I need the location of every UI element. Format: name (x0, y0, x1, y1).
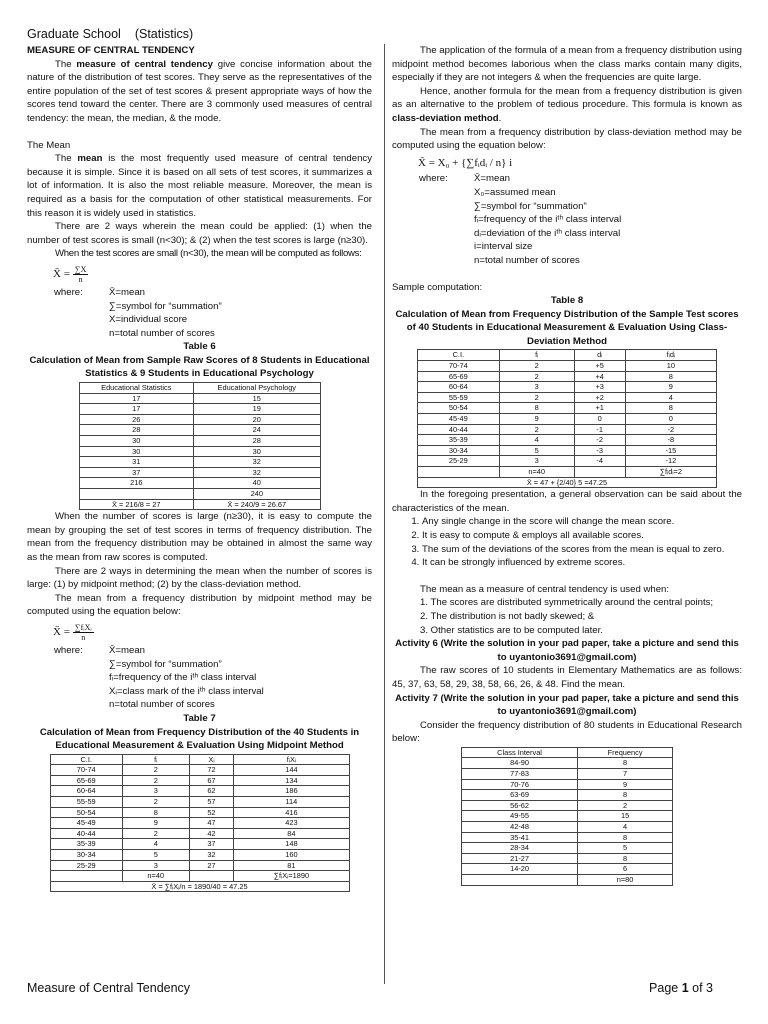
table7: C.I. fᵢ Xᵢ fᵢXᵢ 70-74 2 72 144 65-69 2 67 134 60-64 3 62 186 55-59 2 57 114 50-54 8 52 416 45-49 9 47 423 40-44 2 42 84 35-39 4 37 148 30-34 5 32 160 25-29 3 27 81 n=40 ∑fᵢXᵢ=1890 X̄ = ∑fᵢXᵢ/n = 1890/40 = 47.25 (50, 754, 350, 893)
table-row: 25-29 3 -4 -12 (418, 456, 717, 467)
table-row: 216 40 (79, 478, 320, 489)
mean-heading: The Mean (27, 139, 71, 151)
activity6-paragraph: The raw scores of 10 students in Elementary Mathematics are as follows: 45, 37, 63, 58, 29, 38, 58, 66, 26, & 48. Find the mean. (392, 665, 742, 690)
footer-page-number: Page 1 of 3 (649, 981, 713, 995)
table-total-row: n=40 ∑fᵢXᵢ=1890 (50, 871, 349, 882)
activity7-paragraph: Consider the frequency distribution of 80 students in Educational Research below: (392, 719, 742, 745)
section-heading: MEASURE OF CENTRAL TENDENCY (27, 45, 195, 56)
table8-title: Calculation of Mean from Frequency Distribution of the Sample Test scores of 40 Students in Educational Measurement & Evaluation Using Class-Deviation Method (395, 308, 739, 347)
sample-computation-label: Sample computation: (392, 281, 483, 293)
large-scores-paragraph: When the number of scores is large (n≥30), it is easy to compute the mean by grouping the set of test scores in terms of frequency distribution. The mean from the frequency distribution may be obtained in almost the same way as the mean from raw scores is computed. (27, 511, 372, 563)
table-row: 17 15 (79, 393, 320, 404)
table7-label: Table 7 (183, 712, 216, 724)
midpoint-paragraph: The mean from a frequency distribution by midpoint method may be computed using the equation below: (27, 592, 372, 618)
table8-label: Table 8 (550, 295, 584, 307)
ways2-paragraph: There are 2 ways in determining the mean when the number of scores is large: (1) by midpoint method; (2) by the class-deviation method. (27, 565, 372, 591)
table-row: 40-44 2 42 84 (50, 828, 349, 839)
table-row: 60-64 3 +3 9 (418, 382, 717, 393)
list-item: 3. The sum of the deviations of the scores from the mean is equal to zero. (422, 543, 742, 557)
table-row: 35-41 8 (462, 832, 673, 843)
table-row: 35-39 4 -2 -8 (418, 435, 717, 446)
table-row: 50-54 8 +1 8 (418, 403, 717, 414)
class-deviation-paragraph: The mean from a frequency distribution by class-deviation method may be computed using the equation below: (392, 126, 742, 152)
right-column (392, 44, 742, 886)
table-row: 30 30 (79, 446, 320, 457)
table6: Educational Statistics Educational Psychology 17 15 17 19 26 20 28 24 30 28 30 30 31 32 37 32 216 40 240 X̄ = 216/8 = 27 X̄ = 240/9 = 26.67 (79, 382, 321, 510)
list-item: 2. The distribution is not badly skewed; & (420, 610, 595, 622)
table-row: 17 19 (79, 404, 320, 415)
table-row: 28 24 (79, 425, 320, 436)
table-row: 25-29 3 27 81 (50, 860, 349, 871)
column-divider (384, 44, 385, 984)
where-block-3: where: X̄=mean X₀=assumed mean ∑=symbol for “summation” fᵢ=frequency of the iᵗʰ class interval dᵢ=deviation of the iᵗʰ class interval i=interval size n=total number of scores (419, 173, 622, 266)
list-item: 1. Any single change in the score will change the mean score. (422, 515, 742, 529)
table-row: 50-54 8 52 416 (50, 807, 349, 818)
table-row: 77-83 7 (462, 769, 673, 780)
table-row: 70-76 9 (462, 779, 673, 790)
table-row: 60-64 3 62 186 (50, 786, 349, 797)
table6-label: Table 6 (183, 341, 216, 353)
table-row: 240 (79, 489, 320, 500)
table-row: 14-20 6 (462, 864, 673, 875)
list-item: 3. Other statistics are to be computed later. (420, 624, 603, 636)
table-row: 28-34 5 (462, 843, 673, 854)
table-frequency-80: Class Interval Frequency 84-90 8 77-83 7 70-76 9 63-69 8 56-62 2 49-55 15 42-48 4 35-41 8 28-34 5 21-27 8 14-20 6 n=80 (461, 747, 673, 886)
used-when-paragraph: The mean as a measure of central tendency is used when: (420, 583, 670, 595)
table-row: 40-44 2 -1 -2 (418, 424, 717, 435)
table-row: 31 32 (79, 457, 320, 468)
table-row: 30 28 (79, 436, 320, 447)
mean-paragraph: The mean is the most frequently used measure of central tendency because it is simple. Since it is based on all sets of test scores, it summarizes a lot of information. It is also the most reliable measure. Moreover, the mean is required as a basis for the computation of other statistical measurements. For this reason it is widely used in statistics. (27, 153, 372, 219)
table-row: 37 32 (79, 467, 320, 478)
table8-formula-row: X̄ = 47 + {2/40} 5 =47.25 (418, 477, 717, 488)
table-row: 35-39 4 37 148 (50, 839, 349, 850)
mean-characteristics-list (392, 515, 742, 569)
table-row: 45-49 9 0 0 (418, 414, 717, 425)
small-scores-paragraph: When the test scores are small (n<30), the mean will be computed as follows: (55, 248, 362, 260)
table-row: 21-27 8 (462, 853, 673, 864)
page-header (27, 27, 193, 41)
list-item: 4. It can be strongly influenced by extreme scores. (422, 556, 742, 570)
activity7-heading: Activity 7 (Write the solution in your pad paper, take a picture and send this to uyantonio3691@gmail.com) (395, 692, 739, 718)
table-row: 49-55 15 (462, 811, 673, 822)
where-block-2: where: X̄=mean ∑=symbol for “summation” fᵢ=frequency of the iᵗʰ class interval Xᵢ=class mark of the iᵗʰ class interval n=total number of scores (54, 644, 264, 711)
table-row: 42-48 4 (462, 822, 673, 833)
table6-formula-row: X̄ = 216/8 = 27 X̄ = 240/9 = 26.67 (79, 499, 320, 510)
table-row: 70-74 2 72 144 (50, 765, 349, 776)
used-when-list (392, 596, 742, 637)
table8: C.I. fᵢ dᵢ fᵢdᵢ 70-74 2 +5 10 65-69 2 +4 8 60-64 3 +3 9 55-59 2 +2 4 50-54 8 +1 8 45-49 9 0 0 40-44 2 -1 -2 35-39 4 -2 -8 30-34 5 -3 -15 25-29 3 -4 -12 n=40 ∑fᵢdᵢ=2 X̄ = 47 + {2/40} 5 =47.25 (417, 349, 717, 488)
header-subject: (Statistics) (134, 27, 194, 41)
hence-paragraph: Hence, another formula for the mean from a frequency distribution is given as an alternative to the problem of tedious procedure. This formula is known as class-deviation method. (392, 85, 742, 124)
application-paragraph: The application of the formula of a mean from a frequency distribution using midpoint method becomes laborious when the class marks contain many digits, especially if they are not integers & when the frequencies are quite large. (392, 45, 742, 84)
activity6-heading: Activity 6 (Write the solution in your pad paper, take a picture and send this to uyantonio3691@gmail.com) (395, 638, 739, 663)
table-row: 65-69 2 67 134 (50, 775, 349, 786)
table7-formula-row: X̄ = ∑fᵢXᵢ/n = 1890/40 = 47.25 (50, 881, 349, 892)
table-row: 26 20 (79, 414, 320, 425)
observation-paragraph: In the foregoing presentation, a general observation can be said about the characteristics of the mean. (392, 489, 742, 514)
ways-paragraph: There are 2 ways wherein the mean could be applied: (1) when the number of test scores is small (n<30); & (2) when the test scores is large (n≥30). (27, 221, 372, 246)
table-row: 84-90 8 (462, 758, 673, 769)
table-row: 65-69 2 +4 8 (418, 371, 717, 382)
table-row: 63-69 8 (462, 790, 673, 801)
table-row: 30-34 5 32 160 (50, 850, 349, 861)
left-column (27, 44, 372, 892)
where-block-1: where: X̄=mean ∑=symbol for “summation” X=individual score n=total number of scores (54, 286, 222, 339)
intro-paragraph: The measure of central tendency give concise information about the nature of the distribution of test scores. They serve as the representatives of the entire population of the set of test scores & present appropriate ways of how the scores tend toward the center. There are 3 commonly used measures of central tendency: the mean, the median, & the mode. (27, 58, 372, 124)
table-total-row: n=40 ∑fᵢdᵢ=2 (418, 467, 717, 478)
footer-title: Measure of Central Tendency (27, 981, 191, 995)
header-course: Graduate School (27, 27, 121, 41)
table-row: 55-59 2 57 114 (50, 797, 349, 808)
formula-midpoint-mean: X̄ = $\frac{\text{∑fᵢXᵢ}}{n}$ (53, 622, 92, 642)
table-total-row: n=80 (462, 875, 673, 886)
table-row: 30-34 5 -3 -15 (418, 445, 717, 456)
formula-raw-mean: X̄ = $\frac{\sum X}{n}$ (53, 264, 87, 284)
formula-class-deviation: X̄ = X₀ + {∑fᵢdᵢ / n} i (418, 156, 513, 169)
table-row: 55-59 2 +2 4 (418, 392, 717, 403)
list-item: 2. It is easy to compute & employs all available scores. (422, 529, 742, 543)
table6-title: Calculation of Mean from Sample Raw Scores of 8 Students in Educational Statistics & 9 Students in Educational Psychology (29, 354, 370, 380)
table-row: 70-74 2 +5 10 (418, 361, 717, 372)
table-row: 45-49 9 47 423 (50, 818, 349, 829)
list-item: 1. The scores are distributed symmetrically around the central points; (420, 597, 714, 609)
table7-title: Calculation of Mean from Frequency Distribution of the 40 Students in Educational Measurement & Evaluation Using Midpoint Method (39, 726, 360, 752)
table-row: 56-62 2 (462, 800, 673, 811)
